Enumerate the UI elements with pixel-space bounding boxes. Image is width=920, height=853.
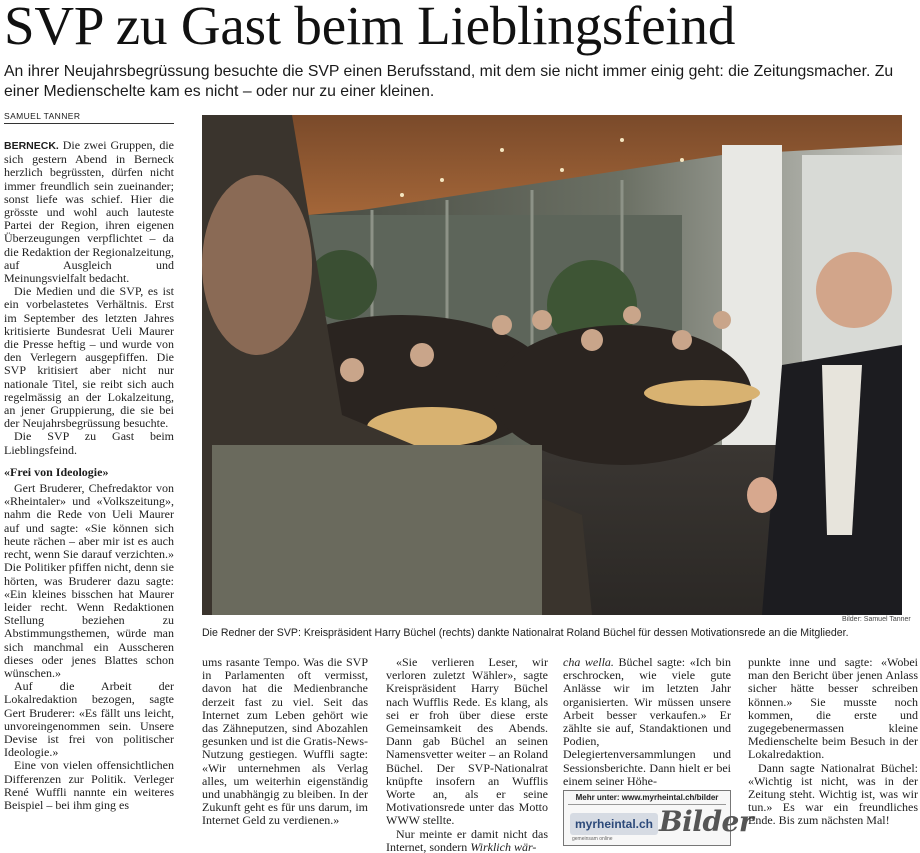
paragraph: «Sie verlieren Leser, wir verloren zuletzt Wähler», sagte Kreispräsident Harry Büchel nach Wufflis Rede. Es klang, als sei er froh über diese erste Gemeinsamkeit des Abends. Dann gab Büchel an seinen Namensvetter weiter – an Roland Büchel. Der SVP-Nationalrat knüpfte insofern an Wufflis Worte an, als er seine Motivationsrede unter das Motto WWW stellte. bbox=[386, 655, 548, 828]
text-column-5 bbox=[748, 656, 918, 828]
paragraph: BERNECK. Die zwei Gruppen, die sich gestern Abend in Berneck herzlich begrüssten, dürfen nicht immer freundlich sein zueinander; sonst liefe was schief. Hier die grösste und wohl auch lauteste Partei der Region, ihren eigenen Überzeugungen verpflichtet – da die Redaktion der Regionalzeitung, auf Ausgleich und Meinungsvielfalt bedacht. bbox=[4, 138, 174, 286]
text-column-4 bbox=[563, 656, 731, 788]
headline: SVP zu Gast beim Lieblingsfeind bbox=[4, 0, 736, 56]
paragraph: Gert Bruderer, Chefredaktor von «Rheintaler» und «Volkszeitung», nahm die Rede von Ueli Maurer auf und sagte: «Sie können sich heute rächen – aber mir ist es auch recht, wenn Sie darauf verzichten.» Die Politiker pfiffen nicht, denn sie hörten, was Bruderer dazu sagte: «Ein kleines bisschen hat Maurer leider recht. Wenn Redaktionen Stellung beziehen zu Abstimmungsthemen, würde man sich manchmal ein Ausscheren dieses oder jenes Blattes schon wünschen.» bbox=[4, 481, 174, 680]
paragraph: Die Medien und die SVP, es ist ein vorbelastetes Verhältnis. Erst im September des letzten Jahres kritisierte Bundesrat Ueli Maurer die Presse heftig – und wurde von den Verlegern ausgepfiffen. Die SVP kritisiert aber nicht nur nationale Titel, sie reibt sich auch regelmässig an der Lokalzeitung, an jener Gruppierung, die sie bei der Neujahrsbegrüssung besuchte. bbox=[4, 284, 174, 431]
dateline: BERNECK. bbox=[4, 140, 59, 152]
paragraph: Die SVP zu Gast beim Lieblingsfeind. bbox=[4, 429, 174, 457]
photo-illustration bbox=[202, 115, 902, 615]
paragraph: cha wella. Büchel sagte: «Ich bin erschrocken, wie viele gute Anlässe wir im letzten Jahr organisierten. Wir müssen unsere Arbeit besser verkaufen.» Er zählte sie auf, Standaktionen und Podien, Delegiertenversammlungen und Sessionsberichte. Dann hielt er bei einem seiner Höhe- bbox=[563, 655, 731, 788]
text-column-3 bbox=[386, 656, 548, 853]
logo-tagline: gemeinsam online bbox=[572, 836, 613, 842]
paragraph: Eine von vielen offensichtlichen Differenzen zur Politik. Verleger René Wuffli nannte ein weiteres Beispiel – bei ihm ging es bbox=[4, 758, 174, 812]
photo-gallery-ad[interactable] bbox=[563, 790, 754, 846]
paragraph: ums rasante Tempo. Was die SVP in Parlamenten oft vermisst, davon hat die Medienbranche derzeit fast zu viel. Seit das Internet zum Leben gehört wie das Zähneputzen, sind Abozahlen gesunken und ist die Gratis-News-Nutzung gestiegen. Wuffli sagte: «Wir unternehmen als Verlag alles, um weiterhin eigenständig und unabhängig zu bleiben. In der Zukunft geht es für uns darum, im Internet Geld zu verdienen.» bbox=[202, 655, 368, 828]
paragraph: Nur meinte er damit nicht das Internet, sondern Wirklich wär- bbox=[386, 826, 548, 853]
photo-caption: Die Redner der SVP: Kreispräsident Harry Büchel (rechts) dankte Nationalrat Roland Büchel für dessen Motivationsrede an die Mitglieder. bbox=[202, 627, 849, 639]
photo-credit: Bilder: Samuel Tanner bbox=[842, 616, 911, 623]
article-photo bbox=[202, 115, 902, 615]
paragraph: Dann sagte Nationalrat Büchel: «Wichtig ist nicht, was in der Zeitung steht. Wichtig ist, was wir tun.» Es war ein freundliches Ende. Bis zum nächsten Mal! bbox=[748, 760, 918, 828]
paragraph: punkte inne und sagte: «Wobei man den Bericht über jenen Anlass sicher hätte besser schreiben können.» Sie musste noch kommen, die erste und zugegebenermassen kleine Medienschelte beim Besuch in der Lokalredaktion. bbox=[748, 655, 918, 762]
myrheintal-logo: myrheintal.ch bbox=[570, 813, 658, 835]
author-byline: SAMUEL TANNER bbox=[4, 111, 174, 124]
ad-label: Bilder bbox=[659, 805, 754, 838]
ad-url-text[interactable]: Mehr unter: www.myrheintal.ch/bilder bbox=[575, 793, 719, 802]
subheading: «Frei von Ideologie» bbox=[4, 464, 109, 479]
lead-paragraph: An ihrer Neujahrsbegrüssung besuchte die SVP einen Berufsstand, mit dem sie nicht immer einig geht: die Zeitungsmacher. Zu einer Medienschelte kam es nicht – oder nur zu einer kleinen. bbox=[4, 63, 894, 100]
text-column-2 bbox=[202, 656, 368, 828]
paragraph: Auf die Arbeit der Lokalredaktion bezogen, sagte Gert Bruderer: «Es fällt uns leicht, unvoreingenommen sein. Unsere Devise ist frei von politischer Ideologie.» bbox=[4, 679, 174, 760]
text-column-1 bbox=[4, 139, 174, 812]
